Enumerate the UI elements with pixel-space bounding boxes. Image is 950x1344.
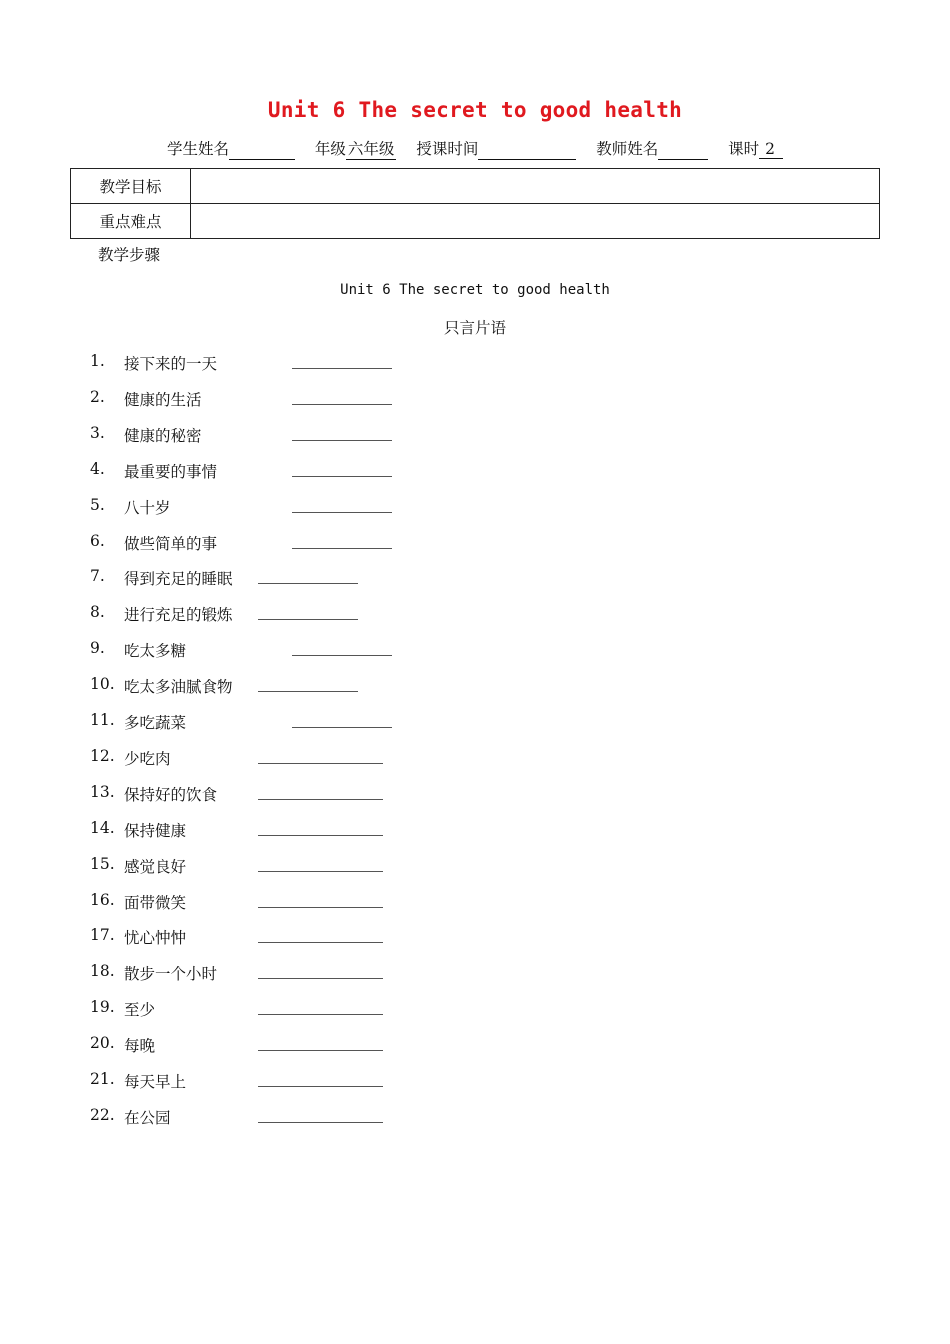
item-text: 做些简单的事 xyxy=(124,534,218,553)
item-text: 至少 xyxy=(124,1001,156,1020)
item-text: 进行充足的锻炼 xyxy=(124,606,233,625)
item-text: 得到充足的睡眠 xyxy=(124,570,233,589)
item-text: 每天早上 xyxy=(124,1073,187,1091)
lesson-meta-table xyxy=(70,168,880,239)
lesson-time-label: 授课时间 xyxy=(416,140,479,158)
student-info-line xyxy=(0,137,950,160)
item-text: 感觉良好 xyxy=(124,857,187,876)
answer-blank[interactable] xyxy=(292,368,392,369)
item-number: 20. xyxy=(90,1034,115,1053)
item-text: 每晚 xyxy=(124,1037,156,1056)
answer-blank[interactable] xyxy=(258,691,358,692)
item-number: 3. xyxy=(90,423,105,442)
answer-blank[interactable] xyxy=(258,1050,383,1051)
list-item xyxy=(0,1098,600,1134)
item-text: 最重要的事情 xyxy=(124,462,218,481)
answer-blank[interactable] xyxy=(292,512,392,513)
list-item xyxy=(0,380,600,416)
list-item xyxy=(0,775,600,811)
item-text: 忧心忡忡 xyxy=(124,929,187,948)
list-item xyxy=(0,416,600,452)
item-number: 1. xyxy=(90,352,105,370)
list-item xyxy=(0,524,600,560)
answer-blank[interactable] xyxy=(258,835,383,836)
teaching-steps-label: 教学步骤 xyxy=(98,246,161,264)
list-item xyxy=(0,1062,600,1098)
answer-blank[interactable] xyxy=(258,978,383,979)
table-row xyxy=(71,204,880,239)
answer-blank[interactable] xyxy=(258,583,358,584)
answer-blank[interactable] xyxy=(292,404,392,405)
item-number: 8. xyxy=(90,603,105,622)
list-item xyxy=(0,811,600,847)
section-title: 只言片语 xyxy=(443,319,506,337)
grade-label: 年级 xyxy=(314,140,346,158)
item-number: 17. xyxy=(90,926,115,945)
answer-blank[interactable] xyxy=(292,476,392,477)
list-item xyxy=(0,667,600,703)
list-item xyxy=(0,595,600,631)
item-number: 11. xyxy=(90,711,115,729)
item-text: 少吃肉 xyxy=(124,749,171,768)
teacher-name-label: 教师姓名 xyxy=(596,140,659,158)
list-item xyxy=(0,703,600,739)
list-item xyxy=(0,559,600,595)
answer-blank[interactable] xyxy=(258,942,383,943)
list-item xyxy=(0,488,600,524)
grade-value: 六年级 xyxy=(346,137,397,160)
item-text: 八十岁 xyxy=(124,498,171,517)
answer-blank[interactable] xyxy=(258,619,358,620)
list-item xyxy=(0,918,600,954)
item-text: 吃太多油腻食物 xyxy=(124,678,233,697)
lesson-period-value: 2 xyxy=(759,140,783,159)
item-number: 13. xyxy=(90,782,115,801)
item-text: 多吃蔬菜 xyxy=(124,714,187,732)
item-text: 接下来的一天 xyxy=(124,355,218,373)
item-text: 在公园 xyxy=(124,1108,171,1127)
answer-blank[interactable] xyxy=(292,548,392,549)
lesson-period-label: 课时 xyxy=(728,140,760,158)
list-item xyxy=(0,954,600,990)
list-item xyxy=(0,452,600,488)
teacher-name-blank xyxy=(658,142,708,160)
item-text: 健康的生活 xyxy=(124,390,202,409)
answer-blank[interactable] xyxy=(258,799,383,800)
item-number: 4. xyxy=(90,459,105,478)
item-number: 21. xyxy=(90,1070,115,1088)
key-points-label: 重点难点 xyxy=(71,204,191,239)
item-number: 6. xyxy=(90,531,105,550)
item-number: 12. xyxy=(90,746,115,765)
list-item xyxy=(0,739,600,775)
item-number: 18. xyxy=(90,962,115,981)
item-text: 面带微笑 xyxy=(124,893,187,912)
answer-blank[interactable] xyxy=(258,871,383,872)
list-item xyxy=(0,883,600,919)
answer-blank[interactable] xyxy=(292,655,392,656)
item-text: 健康的秘密 xyxy=(124,426,202,445)
item-number: 19. xyxy=(90,998,115,1017)
item-number: 14. xyxy=(90,818,115,837)
key-points-cell xyxy=(191,204,880,239)
answer-blank[interactable] xyxy=(258,1122,383,1123)
student-name-label: 学生姓名 xyxy=(167,140,230,158)
objectives-cell xyxy=(191,169,880,204)
answer-blank[interactable] xyxy=(292,727,392,728)
list-item xyxy=(0,847,600,883)
answer-blank[interactable] xyxy=(292,440,392,441)
item-number: 10. xyxy=(90,675,115,694)
objectives-label: 教学目标 xyxy=(71,169,191,204)
item-text: 散步一个小时 xyxy=(124,965,218,984)
answer-blank[interactable] xyxy=(258,1014,383,1015)
list-item xyxy=(0,1026,600,1062)
page-title: Unit 6 The secret to good health xyxy=(267,98,683,122)
list-item xyxy=(0,344,600,380)
item-text: 保持好的饮食 xyxy=(124,785,218,804)
lesson-time-blank xyxy=(478,142,576,160)
list-item xyxy=(0,631,600,667)
answer-blank[interactable] xyxy=(258,907,383,908)
item-number: 22. xyxy=(90,1105,115,1124)
item-number: 7. xyxy=(90,567,105,586)
item-number: 15. xyxy=(90,854,115,873)
item-text: 吃太多糖 xyxy=(124,642,187,661)
item-number: 2. xyxy=(90,387,105,406)
unit-subtitle: Unit 6 The secret to good health xyxy=(340,282,610,298)
answer-blank[interactable] xyxy=(258,1086,383,1087)
item-number: 9. xyxy=(90,639,105,658)
student-name-blank xyxy=(229,142,295,160)
item-number: 16. xyxy=(90,890,115,909)
list-item xyxy=(0,990,600,1026)
item-number: 5. xyxy=(90,495,105,514)
table-row xyxy=(71,169,880,204)
answer-blank[interactable] xyxy=(258,763,383,764)
item-text: 保持健康 xyxy=(124,821,187,840)
